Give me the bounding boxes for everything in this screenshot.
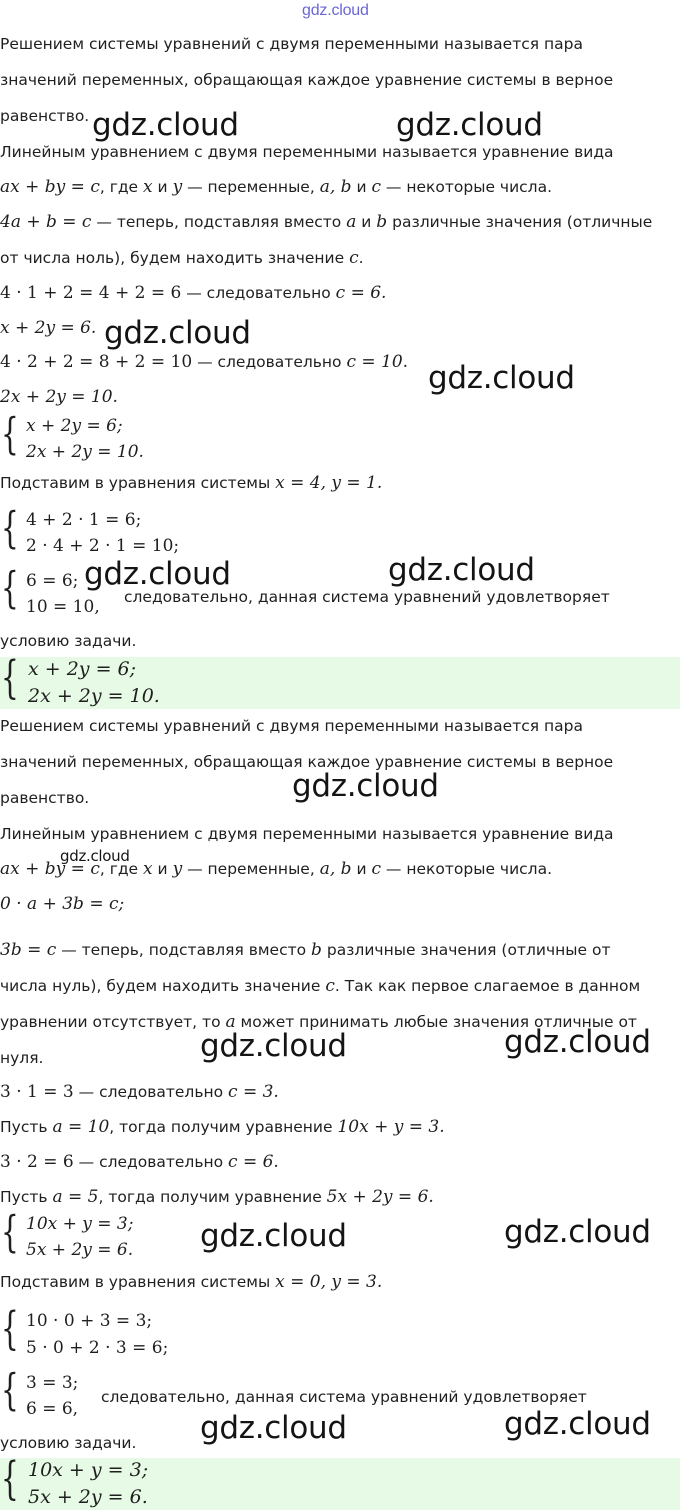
answer-system-1: [0, 651, 680, 709]
watermark: gdz.cloud: [200, 1410, 347, 1446]
text-fragment: — теперь, подставляя вместо: [56, 941, 312, 959]
system-equation: [26, 1338, 168, 1358]
math-var: c: [371, 177, 381, 197]
condition-line: условию задачи.: [0, 632, 137, 650]
text-fragment: , где: [99, 178, 144, 196]
equation-2: [0, 387, 118, 407]
text-fragment: — следовательно: [73, 1153, 229, 1171]
text-fragment: .: [358, 249, 364, 267]
system-equation: [26, 597, 100, 617]
watermark: gdz.cloud: [200, 1218, 347, 1254]
watermark: gdz.cloud: [428, 360, 575, 396]
text-fragment: — переменные,: [182, 860, 320, 878]
system-2: [0, 502, 300, 560]
definition-system-line1: Решением системы уравнений с двумя переменными называется пара: [0, 35, 583, 53]
math-formula: a = 10: [52, 1117, 110, 1137]
text-fragment: Подставим в уравнения системы: [0, 1273, 276, 1291]
text-fragment: — некоторые числа.: [381, 860, 553, 878]
math-var: b: [376, 212, 388, 232]
watermark: gdz.cloud: [504, 1024, 651, 1060]
text-fragment: — переменные,: [182, 178, 320, 196]
math-formula: x = 4, y = 1.: [275, 473, 383, 493]
definition-linear-equation: Линейным уравнением с двумя переменными называется уравнение вида: [0, 143, 614, 161]
linear-form-line: [0, 177, 552, 197]
math-formula: 6 = 6,: [26, 1399, 79, 1419]
substitute-line: [0, 473, 382, 493]
system-equation: [26, 1311, 152, 1331]
text-fragment: — следовательно: [73, 1083, 229, 1101]
math-var: a, b: [319, 177, 352, 197]
brace-icon: {: [1, 1206, 19, 1258]
math-formula: c = 10.: [346, 352, 409, 372]
substitution-line2: [0, 248, 364, 268]
math-var: c: [325, 976, 335, 996]
math-formula: x + 2y = 6;: [28, 658, 137, 680]
math-formula: 6 = 6;: [26, 571, 79, 591]
math-formula: 2 · 4 + 2 · 1 = 10;: [26, 536, 180, 556]
definition-system-line3: равенство.: [0, 789, 90, 807]
watermark: gdz.cloud: [396, 107, 543, 143]
math-formula: a = 5: [52, 1187, 99, 1207]
text-fragment: и: [152, 860, 173, 878]
calc-line-2: [0, 352, 408, 372]
text-fragment: — следовательно: [181, 284, 336, 302]
text-fragment: от числа ноль), будем находить значение: [0, 249, 350, 267]
text-fragment: — теперь, подставляя вместо: [91, 213, 347, 231]
math-formula: 2x + 2y = 10.: [28, 685, 160, 707]
let-line-1: [0, 1117, 445, 1137]
system-equation: [26, 1240, 133, 1260]
math-formula: 5x + 2y = 6.: [28, 1486, 148, 1508]
watermark: gdz.cloud: [388, 552, 535, 588]
answer-system-2: [0, 1452, 680, 1510]
text-fragment: , где: [99, 860, 144, 878]
text-fragment: Пусть: [0, 1118, 53, 1136]
system-1: [0, 408, 300, 466]
math-formula: ax + by = c: [0, 859, 100, 879]
definition-system-line2: значений переменных, обращающая каждое уравнение системы в верное: [0, 71, 614, 89]
system-conclusion: следовательно, данная система уравнений удовлетворяет: [124, 588, 610, 606]
text-fragment: Пусть: [0, 1188, 53, 1206]
math-formula: x + 2y = 6.: [0, 318, 97, 338]
definition-system-line2: значений переменных, обращающая каждое уравнение системы в верное: [0, 753, 614, 771]
math-formula: 3 = 3;: [26, 1373, 79, 1393]
text-fragment: различные значения (отличные: [387, 213, 653, 231]
watermark: gdz.cloud: [200, 1028, 347, 1064]
system-equation: [26, 510, 141, 530]
substitution-line2: [0, 976, 640, 996]
math-formula: 3b = c: [0, 940, 57, 960]
system-equation: [26, 1399, 78, 1419]
system-equation: [28, 1459, 148, 1481]
text-fragment: , тогда получим уравнение: [109, 1118, 338, 1136]
brace-icon: {: [1, 1452, 19, 1505]
math-formula: 5x + 2y = 6.: [326, 1187, 434, 1207]
watermark: gdz.cloud: [292, 768, 439, 804]
substitute-line: [0, 1272, 382, 1292]
system-equation: [28, 1486, 148, 1508]
math-formula: c = 6.: [335, 283, 387, 303]
system-2: [0, 1302, 300, 1362]
text-fragment: — следовательно: [192, 353, 347, 371]
system-equation: [26, 571, 78, 591]
text-fragment: и: [152, 178, 173, 196]
system-equation: [26, 416, 123, 436]
calc-line-2: [0, 1152, 279, 1172]
math-formula: ax + by = c: [0, 177, 100, 197]
math-formula: 5 · 0 + 2 · 3 = 6;: [26, 1338, 169, 1358]
definition-linear-equation: Линейным уравнением с двумя переменными называется уравнение вида: [0, 825, 614, 843]
brace-icon: {: [1, 502, 19, 554]
text-fragment: и: [351, 178, 372, 196]
math-formula: 10x + y = 3.: [337, 1117, 445, 1137]
math-formula: 4a + b = c: [0, 212, 92, 232]
math-formula: x = 0, y = 3.: [275, 1272, 383, 1292]
equation-1: [0, 318, 96, 338]
calc-line-1: [0, 283, 386, 303]
math-var: x: [143, 177, 153, 197]
text-fragment: . Так как первое слагаемое в данном: [334, 977, 641, 995]
definition-system-line1: Решением системы уравнений с двумя переменными называется пара: [0, 717, 583, 735]
math-var: y: [172, 177, 183, 197]
math-formula: c = 3.: [228, 1082, 279, 1102]
math-formula: 2x + 2y = 10.: [26, 442, 144, 462]
math-formula: 3 · 2 = 6: [0, 1152, 74, 1172]
math-var: y: [172, 859, 183, 879]
brace-icon: {: [1, 651, 19, 704]
math-var: b: [311, 940, 322, 960]
system-equation: [28, 685, 160, 707]
math-formula: 10 = 10,: [26, 597, 100, 617]
system-conclusion: следовательно, данная система уравнений удовлетворяет: [101, 1388, 587, 1406]
brace-icon: {: [1, 408, 19, 460]
watermark: gdz.cloud: [92, 107, 239, 143]
system-equation: [28, 658, 136, 680]
math-var: c: [349, 248, 359, 268]
math-formula: x + 2y = 6;: [26, 416, 123, 436]
brace-icon: {: [1, 1364, 19, 1416]
text-fragment: числа нуль), будем находить значение: [0, 977, 326, 995]
substitution-line1: [0, 212, 652, 232]
text-fragment: может принимать любые значения отличные от: [235, 1013, 637, 1031]
math-formula: 2x + 2y = 10.: [0, 387, 118, 407]
condition-line: условию задачи.: [0, 1434, 137, 1452]
math-formula: 3 · 1 = 3: [0, 1082, 74, 1102]
text-fragment: , тогда получим уравнение: [98, 1188, 327, 1206]
math-formula: 5x + 2y = 6.: [26, 1240, 134, 1260]
math-formula: 10 · 0 + 3 = 3;: [26, 1311, 153, 1331]
math-formula: 10x + y = 3;: [28, 1459, 149, 1481]
watermark: gdz.cloud: [84, 556, 231, 592]
brace-icon: {: [1, 1302, 19, 1355]
math-formula: 4 + 2 · 1 = 6;: [26, 510, 142, 530]
math-formula: 0 · a + 3b = c;: [0, 894, 125, 914]
math-var: a: [225, 1012, 236, 1032]
let-line-2: [0, 1187, 434, 1207]
system-equation: [26, 442, 144, 462]
system-equation: [26, 1373, 78, 1393]
watermark: gdz.cloud: [104, 315, 251, 351]
text-fragment: — некоторые числа.: [381, 178, 553, 196]
math-formula: c = 6.: [228, 1152, 279, 1172]
math-var: x: [143, 859, 153, 879]
watermark: gdz.cloud: [60, 847, 130, 865]
math-formula: 4 · 2 + 2 = 8 + 2 = 10: [0, 352, 193, 372]
text-fragment: и: [356, 213, 377, 231]
watermark: gdz.cloud: [504, 1406, 651, 1442]
calc-line-1: [0, 1082, 279, 1102]
text-fragment: различные значения (отличные от: [321, 941, 611, 959]
text-fragment: Подставим в уравнения системы: [0, 474, 276, 492]
equation-general: [0, 894, 124, 914]
watermark: gdz.cloud: [504, 1214, 651, 1250]
text-fragment: и: [351, 860, 372, 878]
system-equation: [26, 1214, 133, 1234]
site-watermark-top: gdz.cloud: [302, 2, 369, 19]
substitution-line1: [0, 940, 610, 960]
math-var: a, b: [319, 859, 352, 879]
brace-icon: {: [1, 562, 19, 614]
definition-system-line3: равенство.: [0, 107, 90, 125]
substitution-line4: нуля.: [0, 1049, 44, 1067]
system-equation: [26, 536, 179, 556]
math-formula: 10x + y = 3;: [26, 1214, 134, 1234]
math-var: c: [371, 859, 381, 879]
math-var: a: [346, 212, 357, 232]
math-formula: 4 · 1 + 2 = 4 + 2 = 6: [0, 283, 182, 303]
text-fragment: уравнении отсутствует, то: [0, 1013, 226, 1031]
